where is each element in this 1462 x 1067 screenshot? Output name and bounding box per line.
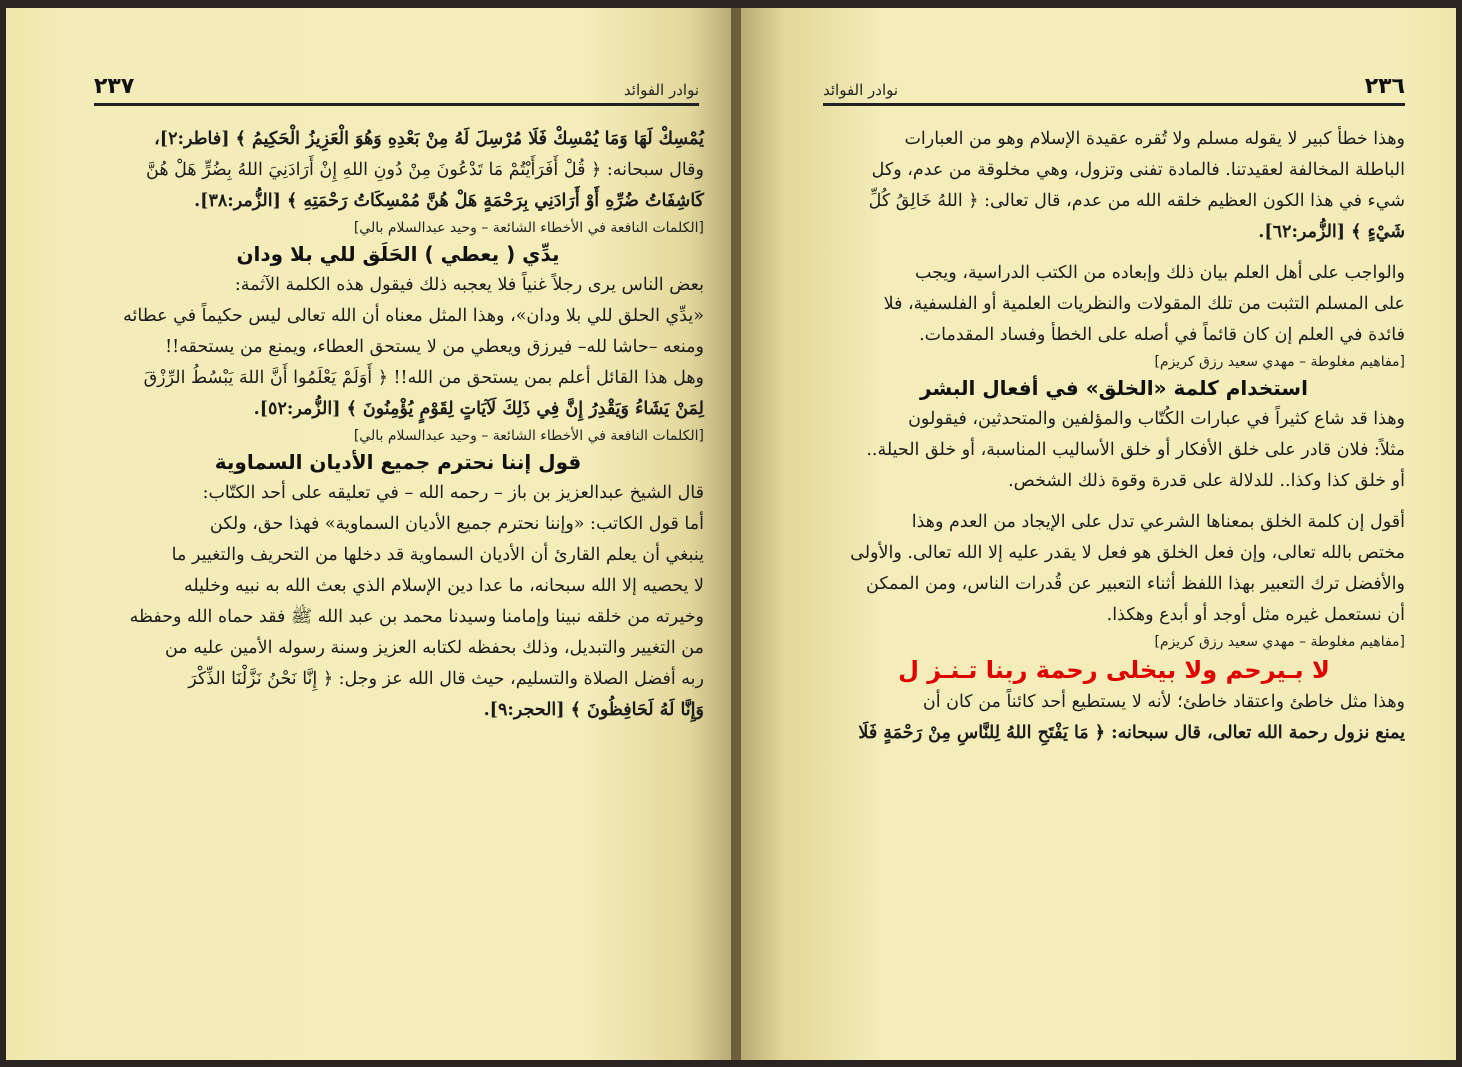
- source-citation: [الكلمات النافعة في الأخطاء الشائعة – وحيد عبدالسلام بالي]: [353, 220, 704, 236]
- text-line: والواجب على أهل العلم بيان ذلك وإبعاده من الكتب الدراسية، ويجب: [914, 263, 1405, 283]
- text-line: ربه أفضل الصلاة والتسليم، حيث قال الله عز وجل: ﴿ إِنَّا نَحْنُ نَزَّلْنَا الذِّكْرَ: [188, 669, 704, 689]
- text-line: وهذا مثل خاطئ واعتقاد خاطئ؛ لأنه لا يستطيع أحد كائناً من كان أن: [922, 692, 1405, 712]
- book-spine: [731, 8, 741, 1060]
- text-line: فائدة في العلم إن كان قائماً في أصله على الخطأ وفساد المقدمات.: [919, 325, 1405, 345]
- text-line: قال الشيخ عبدالعزيز بن باز – رحمه الله – في تعليقه على أحد الكتّاب:: [202, 483, 704, 503]
- text-line: لِمَنْ يَشَاءُ وَيَقْدِرُ إِنَّ فِي ذَلِكَ لَآيَاتٍ لِقَوْمٍ يُؤْمِنُونَ ﴾ [الزُّمر:٥٢].: [253, 399, 704, 419]
- text-line: ينبغي أن يعلم القارئ أن الأديان السماوية قد دخلها من التحريف والتغيير ما: [171, 545, 704, 565]
- source-citation: [الكلمات النافعة في الأخطاء الشائعة – وحيد عبدالسلام بالي]: [353, 428, 704, 444]
- left-page-body: [92, 124, 704, 726]
- text-line: وقال سبحانه: ﴿ قُلْ أَفَرَأَيْتُمْ مَا تَدْعُونَ مِنْ دُونِ اللهِ إِنْ أَرَادَنِيَ اللهُ بِضُرٍّ هَلْ هُنَّ: [146, 160, 704, 180]
- source-citation: [مفاهيم مغلوطة – مهدي سعيد رزق كريزم]: [1154, 354, 1405, 370]
- text-line: أقول إن كلمة الخلق بمعناها الشرعي تدل على الإيجاد من العدم وهذا: [911, 512, 1405, 532]
- text-line: يُمْسِكْ لَهَا وَمَا يُمْسِكْ فَلَا مُرْسِلَ لَهُ مِنْ بَعْدِهِ وَهُوَ الْعَزِيزُ الْحَكِيمُ ﴾ [فاطر:٢]،: [154, 129, 704, 149]
- source-citation: [مفاهيم مغلوطة – مهدي سعيد رزق كريزم]: [1154, 634, 1405, 650]
- text-line: وهذا خطأ كبير لا يقوله مسلم ولا تُقره عقيدة الإسلام وهو من العبارات: [904, 129, 1405, 149]
- section-heading: قول إننا نحترم جميع الأديان السماوية: [214, 450, 582, 474]
- running-title: نوادر الفوائد: [623, 81, 699, 99]
- text-line: أما قول الكاتب: «وإننا نحترم جميع الأديان السماوية» فهذا حق، ولكن: [209, 514, 704, 534]
- text-line: والأفضل ترك التعبير بهذا اللفظ أثناء التعبير عن قُدرات الناس، ومن الممكن: [866, 574, 1405, 594]
- running-title: نوادر الفوائد: [823, 81, 899, 99]
- text-line: مثلاً: فلان قادر على خلق الأفكار أو خلق الأساليب المناسبة، أو خلق الحيلة..: [866, 440, 1405, 460]
- text-line: وهل هذا القائل أعلم بمن يستحق من الله!! ﴿ أَوَلَمْ يَعْلَمُوا أَنَّ اللهَ يَبْسُطُ الرِّزْقَ: [143, 368, 704, 388]
- text-line: أن نستعمل غيره مثل أوجد أو أبدع وهكذا.: [1106, 605, 1405, 625]
- text-line: مختص بالله تعالى، وإن فعل الخلق هو فعل لا يقدر عليه إلا الله تعالى. والأولى: [850, 543, 1405, 563]
- section-heading: يدِّي ( يعطي ) الحَلَق للي بلا ودان: [236, 242, 560, 266]
- text-line: بعض الناس يرى رجلاً غنياً فلا يعجبه ذلك فيقول هذه الكلمة الآثمة:: [234, 275, 704, 295]
- page-number: ٢٣٧: [94, 74, 135, 99]
- text-line: شَيْءٍ ﴾ [الزُّمر:٦٢].: [1258, 222, 1405, 242]
- section-heading: استخدام كلمة «الخلق» في أفعال البشر: [920, 376, 1308, 400]
- text-line: لا يحصيه إلا الله سبحانه، ما عدا دين الإسلام الذي بعث الله به نبيه وخليله: [183, 576, 704, 596]
- text-line: شيء في هذا الكون العظيم خلقه الله من عدم، قال تعالى: ﴿ اللهُ خَالِقُ كُلِّ: [868, 191, 1405, 211]
- right-page: [741, 8, 1456, 1060]
- text-line: على المسلم التثبت من تلك المقولات والنظريات العلمية أو الفلسفية، فلا: [883, 294, 1405, 314]
- red-annotation-heading: لا بـيرحم ولا بيخلى رحمة ربنا تـنـز ل: [898, 656, 1330, 684]
- text-line: وهذا قد شاع كثيراً في عبارات الكُتّاب والمؤلفين والمتحدثين، فيقولون: [908, 409, 1405, 429]
- text-line: يمنع نزول رحمة الله تعالى، قال سبحانه: ﴿ مَا يَفْتَحِ اللهُ لِلنَّاسِ مِنْ رَحْمَةٍ فَلَا: [858, 723, 1405, 743]
- text-line: «يدِّي الحلق للي بلا ودان»، وهذا المثل معناه أن الله تعالى ليس حكيماً في عطائه: [123, 306, 704, 326]
- right-page-body: [823, 124, 1405, 749]
- text-line: ومنعه –حاشا لله– فيرزق ويعطي من لا يستحق العطاء، ويمنع من يستحقه!!: [165, 337, 704, 357]
- text-line: وخيرته من خلقه نبينا وإمامنا وسيدنا محمد بن عبد الله ﷺ فقد حماه الله وحفظه: [129, 607, 704, 627]
- text-line: أو خلق كذا وكذا.. للدلالة على قدرة وقوة ذلك الشخص.: [1008, 471, 1405, 491]
- page-number: ٢٣٦: [1364, 74, 1405, 99]
- text-line: كَاشِفَاتُ ضُرِّهِ أَوْ أَرَادَنِي بِرَحْمَةٍ هَلْ هُنَّ مُمْسِكَاتُ رَحْمَتِهِ ﴾ [الزُّمر:٣٨].: [194, 191, 704, 211]
- right-page-header: [823, 70, 1405, 106]
- text-line: من التغيير والتبديل، وذلك بحفظه لكتابه العزيز وسنة رسوله الأمين عليه من: [164, 638, 704, 658]
- text-line: الباطلة المخالفة لعقيدتنا. فالمادة تفنى وتزول، وهي مخلوقة من عدم، وكل: [871, 160, 1405, 180]
- left-page-header: [94, 70, 699, 106]
- text-line: وَإِنَّا لَهُ لَحَافِظُونَ ﴾ [الحجر:٩].: [483, 700, 704, 720]
- left-page: [6, 8, 731, 1060]
